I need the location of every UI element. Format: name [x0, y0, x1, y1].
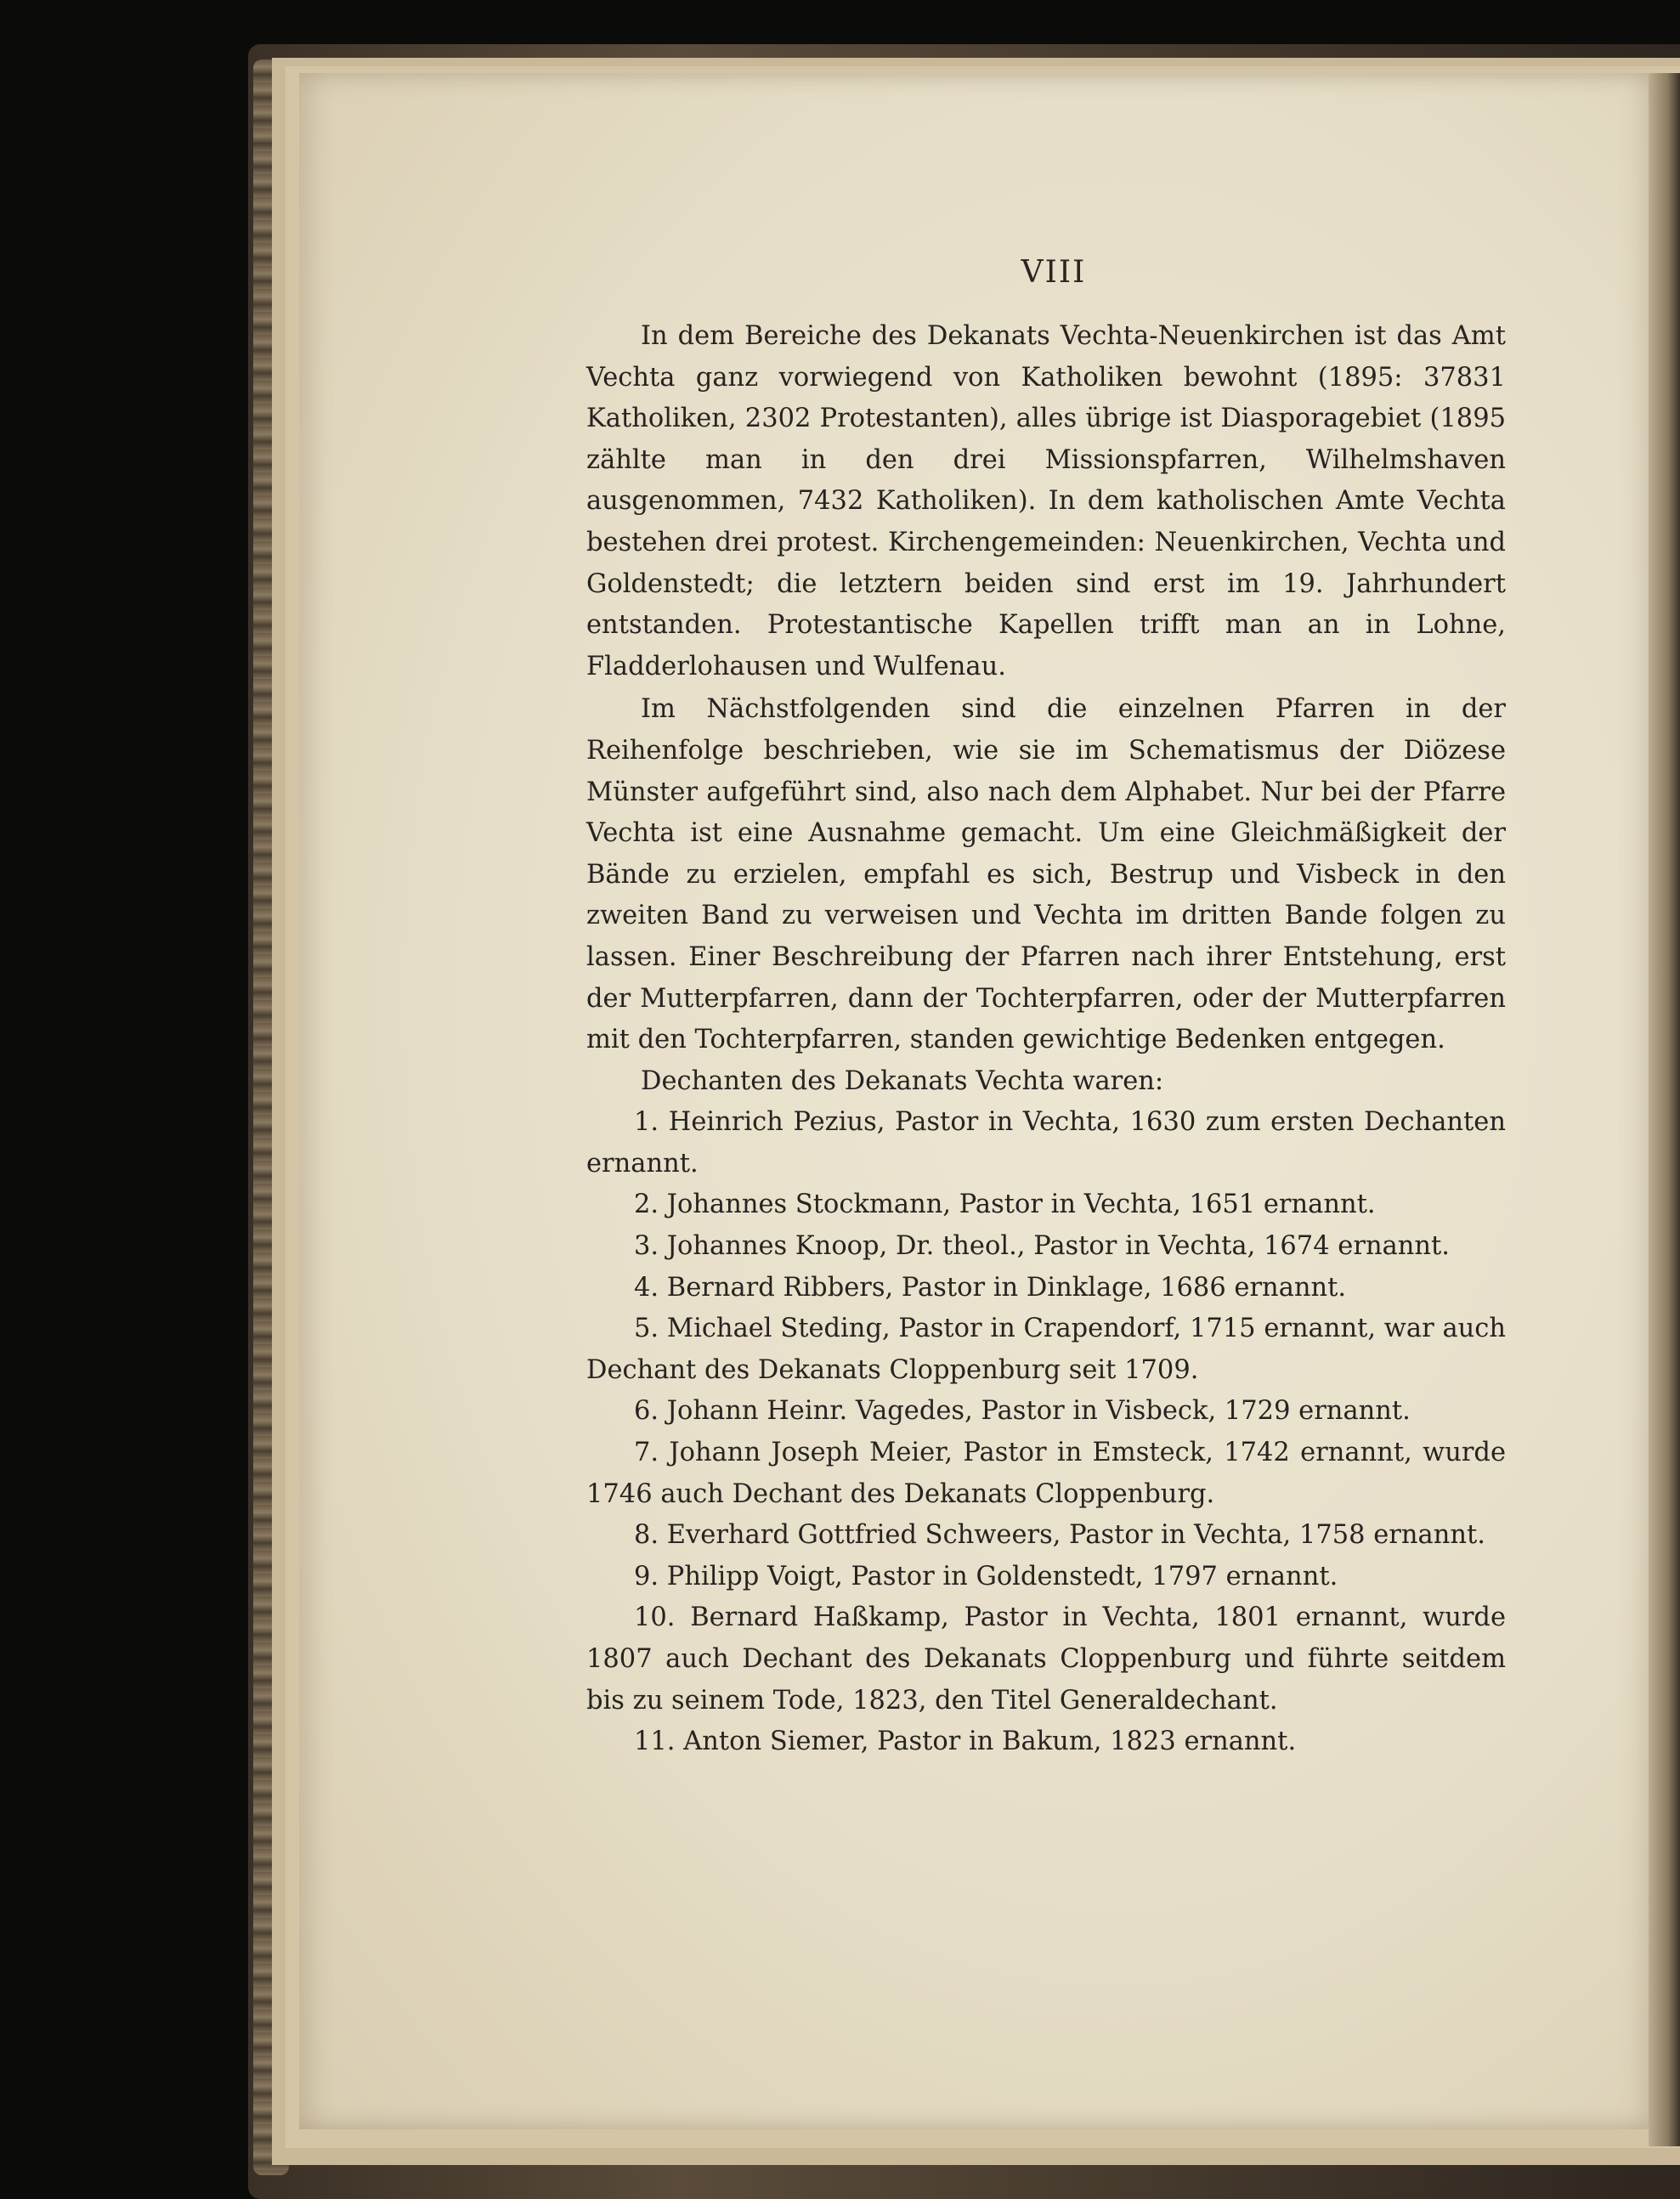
- dean-item-6: 6. Johann Heinr. Vagedes, Pastor in Visbeck, 1729 ernannt.: [634, 1396, 1411, 1427]
- paragraph-ordering: Im Nächstfolgenden sind die einzelnen Pfarren in der Reihenfolge beschrieben, wie sie im Schematismus der Diözese Münster aufgeführt sind, also nach dem Alphabet. Nur bei der Pfarre Vechta ist eine Ausnahme gemacht. Um eine Gleichmäßigkeit der Bände zu erzielen, empfahl es sich, Bestrup und Visbeck in den zweiten Band zu verweisen und Vechta im dritten Bande folgen zu lassen. Einer Beschreibung der Pfarren nach ihrer Entstehung, erst der Mutterpfarren, dann der Tochterpfarren, oder der Mutterpfarren mit den Tochterpfarren, standen gewichtige Bedenken entgegen.: [586, 694, 1506, 1055]
- dean-item-9: 9. Philipp Voigt, Pastor in Goldenstedt, 1797 ernannt.: [634, 1561, 1338, 1591]
- facing-page-edge: [1649, 73, 1680, 2146]
- dean-item-10: 10. Bernard Haßkamp, Pastor in Vechta, 1801 ernannt, wurde 1807 auch Dechant des Dekanats Cloppenburg und führte seitdem bis zu seinem Tode, 1823, den Titel Generaldechant.: [586, 1603, 1506, 1716]
- page-number: VIII: [1021, 255, 1087, 290]
- dean-item-2: 2. Johannes Stockmann, Pastor in Vechta, 1651 ernannt.: [634, 1190, 1376, 1220]
- deans-heading: Dechanten des Dekanats Vechta waren:: [641, 1066, 1164, 1096]
- dean-item-8: 8. Everhard Gottfried Schweers, Pastor in Vechta, 1758 ernannt.: [634, 1520, 1485, 1551]
- dean-item-7: 7. Johann Joseph Meier, Pastor in Emsteck, 1742 ernannt, wurde 1746 auch Dechant des Dekanats Cloppenburg.: [586, 1438, 1506, 1509]
- page-text: [586, 316, 1506, 1763]
- dean-item-5: 5. Michael Steding, Pastor in Crapendorf, 1715 ernannt, war auch Dechant des Dekanats Cloppenburg seit 1709.: [586, 1314, 1506, 1385]
- dean-item-1: 1. Heinrich Pezius, Pastor in Vechta, 1630 zum ersten Dechanten ernannt.: [586, 1107, 1506, 1179]
- dean-item-4: 4. Bernard Ribbers, Pastor in Dinklage, 1686 ernannt.: [634, 1272, 1347, 1303]
- dean-item-3: 3. Johannes Knoop, Dr. theol., Pastor in Vechta, 1674 ernannt.: [634, 1231, 1451, 1262]
- dean-item-11: 11. Anton Siemer, Pastor in Bakum, 1823 ernannt.: [634, 1727, 1297, 1757]
- paragraph-intro: In dem Bereiche des Dekanats Vechta-Neuenkirchen ist das Amt Vechta ganz vorwiegend von Katholiken bewohnt (1895: 37831 Katholiken, 2302 Protestanten), alles übrige ist Diasporagebiet (1895 zählte man in den drei Missionspfarren, Wilhelmshaven ausgenommen, 7432 Katholiken). In dem katholischen Amte Vechta bestehen drei protest. Kirchengemeinden: Neuenkirchen, Vechta und Goldenstedt; die letztern beiden sind erst im 19. Jahrhundert entstanden. Protestantische Kapellen trifft man an in Lohne, Fladderlohausen und Wulfenau.: [586, 321, 1506, 681]
